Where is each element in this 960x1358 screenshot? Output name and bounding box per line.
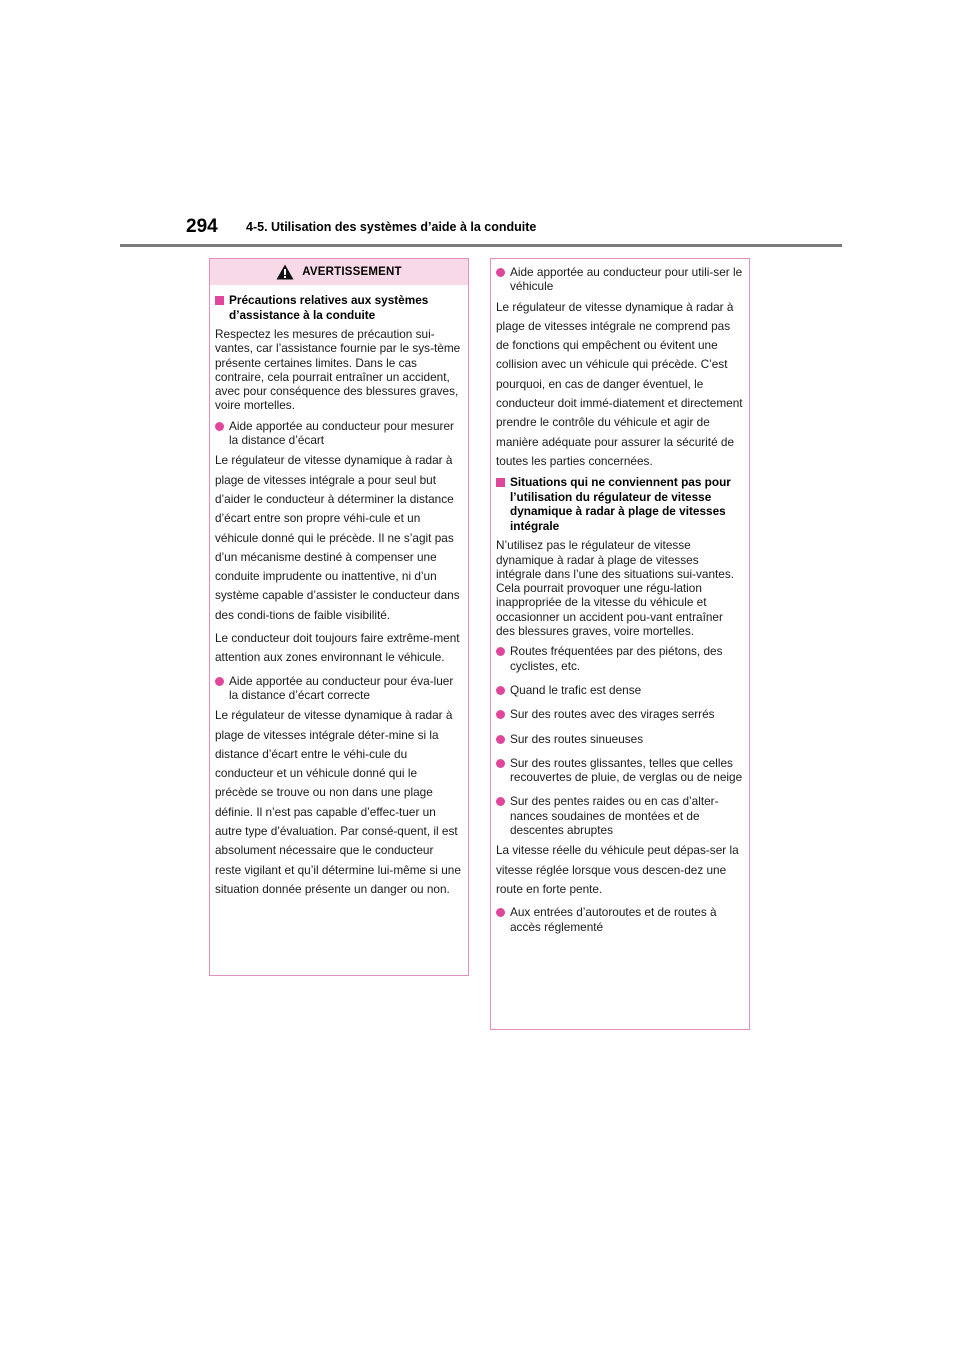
paragraph: Le régulateur de vitesse dynamique à radar à plage de vitesses intégrale ne comprend pas de fonctions qui empêchent ou évitent une collision avec un véhicule qui précède. C’est pourquoi, en cas de danger éventuel, le conducteur doit immé-diatement et directement prendre le contrôle du véhicule et agir de manière adéquate pour assurer la sécurité de toutes les parties concernées. — [496, 299, 743, 468]
square-bullet-icon — [496, 478, 505, 487]
paragraph: Respectez les mesures de précaution sui-vantes, car l’assistance fournie par le sys-tème présente certaines limites. Dans le cas contraire, cela pourrait entraîner un accident, avec pour conséquence des blessures graves, voire mortelles. — [215, 327, 461, 413]
bullet-item — [496, 905, 743, 934]
bullet-item — [496, 707, 743, 721]
bullet-item — [215, 419, 462, 448]
bullet-text: Routes fréquentées par des piétons, des cyclistes, etc. — [510, 644, 723, 673]
bullet-text: Aide apportée au conducteur pour éva-luer la distance d’écart correcte — [229, 673, 454, 702]
round-bullet-icon — [496, 686, 505, 695]
bullet-item — [496, 683, 743, 697]
round-bullet-icon — [496, 710, 505, 719]
page-number: 294 — [186, 216, 218, 237]
bullet-text: Aide apportée au conducteur pour utili-ser le véhicule — [510, 265, 743, 294]
heading-text: Situations qui ne conviennent pas pour l’utilisation du régulateur de vitesse dynamique à radar à plage de vitesses intégrale — [510, 475, 731, 533]
bullet-text: Aide apportée au conducteur pour mesurer la distance d’écart — [229, 418, 454, 448]
round-bullet-icon — [496, 759, 505, 768]
bullet-text: Sur des pentes raides ou en cas d’alter-nances soudaines de montées et de descentes abruptes — [510, 794, 719, 838]
bullet-item — [496, 265, 743, 294]
bullet-text: Sur des routes sinueuses — [510, 731, 644, 746]
paragraph: N’utilisez pas le régulateur de vitesse dynamique à radar à plage de vitesses intégrale dans l’une des situations sui-vantes. Cela pourrait provoquer une régu-lation inappropriée de la vitesse du véhicule et occasionner un accident pou-vant entraîner des blessures graves, voire mortelles. — [496, 538, 735, 639]
paragraph: Le régulateur de vitesse dynamique à radar à plage de vitesses intégrale a pour seul but d’aider le conducteur à déterminer la distance d’écart entre son propre véhi-cule et un véhicule donné qui le précède. Il ne s’agit pas d’un mécanisme destiné à compenser une conduite imprudente ou inattentive, ni d’un système capable d’assister le conducteur dans des condi-tions de faible visibilité. — [215, 453, 460, 622]
round-bullet-icon — [215, 422, 224, 431]
paragraph: Le conducteur doit toujours faire extrême-ment attention aux zones environnant le véhicule. — [215, 631, 460, 665]
heading-text: Précautions relatives aux systèmes d’assistance à la conduite — [229, 293, 429, 322]
warning-box-left — [209, 258, 469, 976]
section-heading — [496, 475, 743, 533]
bullet-item — [496, 732, 743, 746]
section-title: 4-5. Utilisation des systèmes d’aide à la conduite — [246, 220, 537, 234]
paragraph: Le régulateur de vitesse dynamique à radar à plage de vitesses intégrale déter-mine si la distance d’écart entre le véhi-cule du conducteur et un véhicule donné qui le précède se trouve ou non dans une plage définie. Il n’est pas capable d’effec-tuer un autre type d’évaluation. Par consé-quent, il est absolument nécessaire que le conducteur reste vigilant et qu’il détermine lui-même si une situation donnée présente un danger ou non. — [215, 708, 461, 896]
bullet-item — [496, 756, 743, 785]
round-bullet-icon — [496, 735, 505, 744]
warning-header — [210, 259, 468, 285]
round-bullet-icon — [496, 647, 505, 656]
round-bullet-icon — [496, 268, 505, 277]
header-rule — [120, 244, 842, 247]
bullet-item — [496, 794, 743, 837]
paragraph: La vitesse réelle du véhicule peut dépas-ser la vitesse réglée lorsque vous descen-dez une route en forte pente. — [496, 843, 739, 896]
round-bullet-icon — [215, 677, 224, 686]
round-bullet-icon — [496, 797, 505, 806]
bullet-item — [496, 644, 743, 673]
square-bullet-icon — [215, 296, 224, 305]
bullet-text: Sur des routes avec des virages serrés — [510, 707, 715, 722]
warning-label: AVERTISSEMENT — [302, 266, 402, 278]
warning-triangle-icon — [276, 264, 294, 280]
bullet-text: Sur des routes glissantes, telles que celles recouvertes de pluie, de verglas ou de neige — [510, 755, 743, 785]
bullet-text: Quand le trafic est dense — [510, 682, 642, 697]
warning-box-right — [490, 258, 750, 1030]
bullet-item — [215, 674, 462, 703]
section-heading — [215, 293, 462, 322]
round-bullet-icon — [496, 908, 505, 917]
bullet-text: Aux entrées d’autoroutes et de routes à accès réglementé — [510, 905, 717, 934]
